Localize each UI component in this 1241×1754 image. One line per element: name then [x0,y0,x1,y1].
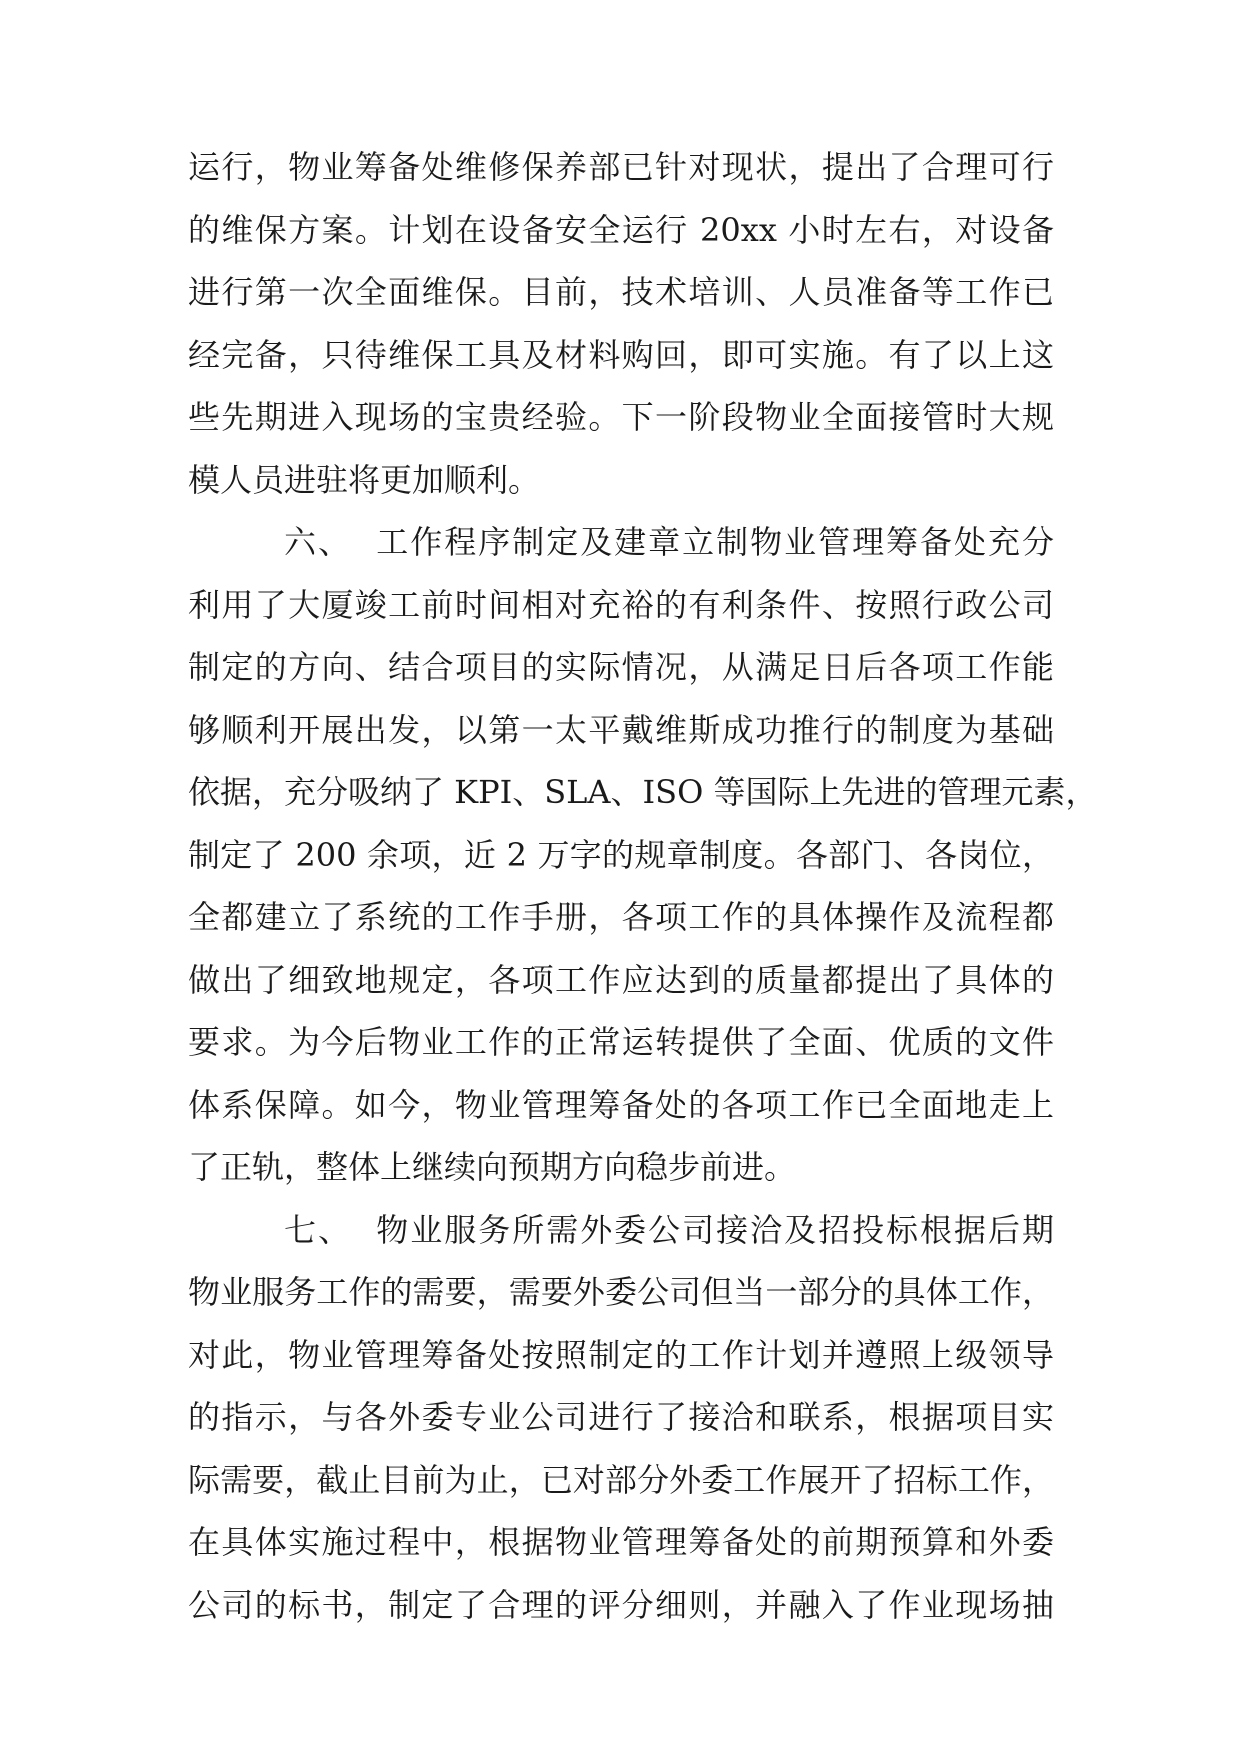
text-line: 利用了大厦竣工前时间相对充裕的有利条件、按照行政公司 [188,585,1054,624]
document-body [188,136,1098,1636]
text-line: 际需要，截止目前为止，已对部分外委工作展开了招标工作， [188,1460,1054,1499]
text-line: 经完备，只待维保工具及材料购回，即可实施。有了以上这 [188,335,1054,374]
text-line: 要求。为今后物业工作的正常运转提供了全面、优质的文件 [188,1023,1054,1061]
text-line: 在具体实施过程中，根据物业管理筹备处的前期预算和外委 [188,1523,1054,1561]
section-heading-line: 六、 工作程序制定及建章立制物业管理筹备处充分 [284,523,1054,561]
paragraph-section-six [188,511,1098,1199]
text-line: 物业服务工作的需要，需要外委公司但当一部分的具体工作， [188,1273,1054,1311]
text-line: 了正轨，整体上继续向预期方向稳步前进。 [188,1148,797,1186]
text-line: 做出了细致地规定，各项工作应达到的质量都提出了具体的 [188,960,1054,999]
text-line: 模人员进驻将更加顺利。 [188,460,541,499]
text-line: 依据，充分吸纳了 KPI、SLA、ISO 等国际上先进的管理元素， [188,773,1098,811]
text-line: 公司的标书，制定了合理的评分细则，并融入了作业现场抽 [188,1585,1054,1624]
text-line: 对此，物业管理筹备处按照制定的工作计划并遵照上级领导 [188,1335,1054,1374]
text-line: 些先期进入现场的宝贵经验。下一阶段物业全面接管时大规 [188,398,1054,436]
text-line: 的维保方案。计划在设备安全运行 20xx 小时左右，对设备 [188,210,1054,249]
text-line: 全都建立了系统的工作手册，各项工作的具体操作及流程都 [188,898,1054,936]
text-line: 制定的方向、结合项目的实际情况，从满足日后各项工作能 [188,648,1054,686]
paragraph-maintenance [188,136,1054,511]
text-line: 够顺利开展出发，以第一太平戴维斯成功推行的制度为基础 [188,710,1054,749]
paragraph-section-seven [188,1199,1054,1637]
text-line: 制定了 200 余项，近 2 万字的规章制度。各部门、各岗位， [188,835,1054,874]
text-line: 运行，物业筹备处维修保养部已针对现状，提出了合理可行 [188,148,1054,186]
text-line: 体系保障。如今，物业管理筹备处的各项工作已全面地走上 [188,1085,1054,1124]
text-line: 的指示，与各外委专业公司进行了接洽和联系，根据项目实 [188,1398,1054,1436]
text-line: 进行第一次全面维保。目前，技术培训、人员准备等工作已 [188,273,1054,311]
section-heading-line: 七、 物业服务所需外委公司接洽及招投标根据后期 [284,1210,1054,1249]
